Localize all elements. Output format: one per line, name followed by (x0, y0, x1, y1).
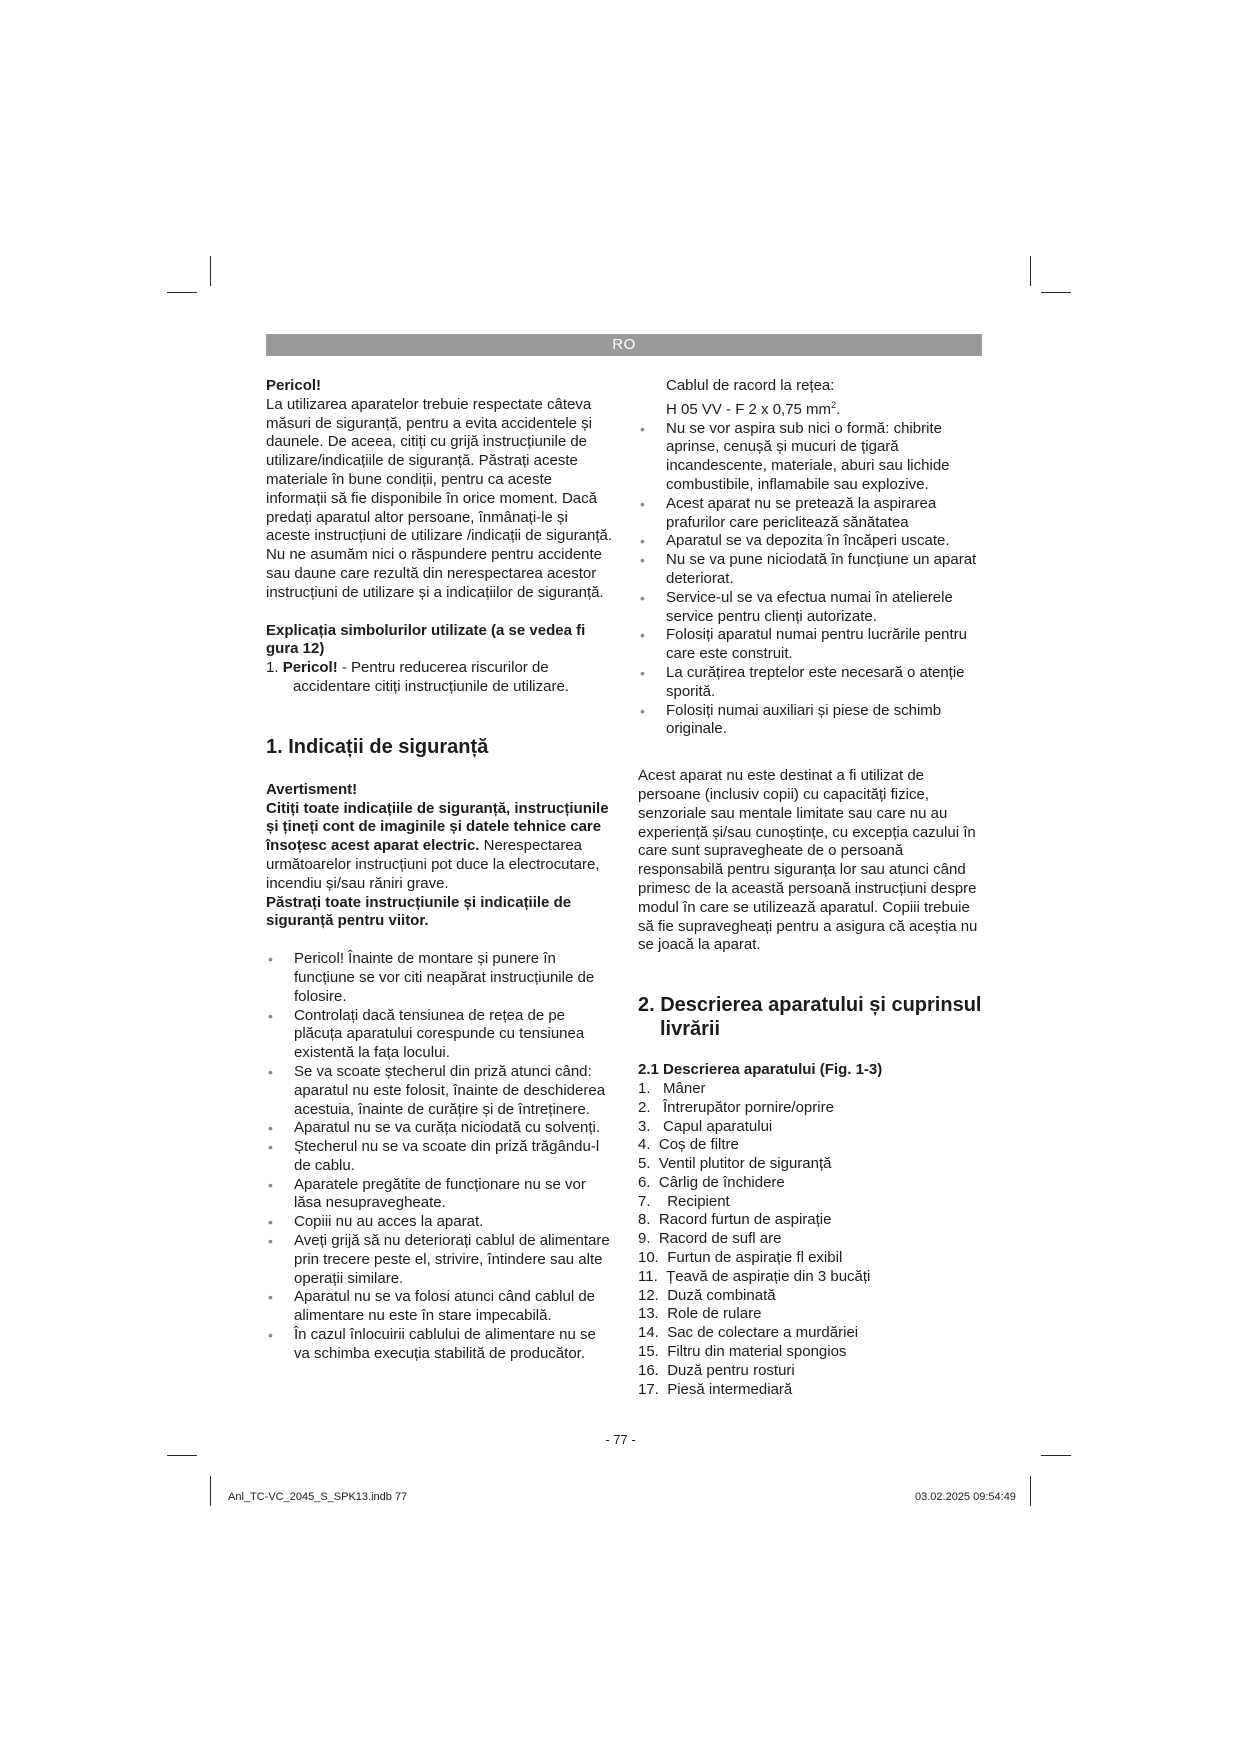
section-1-title: 1. Indicații de siguranță (266, 735, 489, 758)
list-item (638, 1174, 986, 1193)
part-number: 7. (638, 1192, 668, 1210)
part-name: Țeavă de aspirație din 3 bucăți (666, 1267, 871, 1285)
list-item (638, 1343, 986, 1362)
crop-mark (167, 292, 197, 293)
part-name: Racord de sufl are (658, 1230, 782, 1248)
footer-file-name: Anl_TC-VC_2045_S_SPK13.indb 77 (228, 1491, 408, 1503)
symbol-label: Pericol! (282, 659, 338, 677)
list-item: • Aparatul se va depozita în încăperi uscate. (638, 532, 986, 551)
list-item (638, 1230, 986, 1249)
cable-value (666, 396, 986, 420)
list-item: • Aparatul nu se va folosi atunci când cablul de alimentare nu este în stare impecabilă. (266, 1288, 614, 1326)
list-item: • Pericol! Înainte de montare și punere în funcțiune se vor citi neapărat instrucțiunile de folosire. (266, 950, 614, 1006)
list-item (638, 1324, 986, 1343)
part-name: Mâner (663, 1079, 706, 1097)
cable-type: H 05 VV - F 2 x 0,75 mm (666, 400, 832, 418)
danger-text: La utilizarea aparatelor trebuie respectate câteva măsuri de siguranță, pentru a evita accidentele și daunele. De aceea, citiți cu grijă instrucțiunile de utilizare/indicațiile de siguranță. Păstrați aceste materiale în bune condiții, pentru ca aceste informații să fie disponibile în orice moment. Dacă predați aparatul altor persoane, înmânați-le și aceste instrucțiuni de utilizare /indicații de siguranță. Nu ne asumăm nici o răspundere pentru accidente sau daune care rezultă din nerespectarea acestor instrucțiuni de utilizare și a indicațiilor de siguranță. (266, 395, 613, 601)
part-name: Întrerupător pornire/oprire (663, 1098, 834, 1116)
part-number: 1. (638, 1079, 664, 1097)
safety-bullet-list (266, 950, 614, 1364)
list-item: • Aparatele pregătite de funcționare nu se vor lăsa nesupravegheate. (266, 1176, 614, 1214)
warning-title: Avertisment! (266, 780, 358, 798)
list-item: • Aveți grijă să nu deteriorați cablul de alimentare prin trecere peste el, strivire, întindere sau alte operații similare. (266, 1232, 614, 1288)
warning-keep: Păstrați toate instrucțiunile și indicațiile de siguranță pentru viitor. (266, 893, 572, 930)
part-name: Role de rulare (667, 1305, 762, 1323)
subsection-2-1-title: 2.1 Descrierea aparatului (Fig. 1-3) (638, 1061, 883, 1079)
list-item (638, 1362, 986, 1381)
part-name: Duză pentru rosturi (667, 1361, 795, 1379)
list-item: • Nu se va pune niciodată în funcțiune un aparat deteriorat. (638, 551, 986, 589)
cable-spec (638, 377, 986, 420)
part-number: 12. (638, 1286, 668, 1304)
symbol-number: 1. (266, 659, 279, 677)
left-column (266, 377, 614, 1364)
list-item: • Ștecherul nu se va scoate din priză trăgându-l de cablu. (266, 1138, 614, 1176)
warning-bold-text: Citiți toate indicațiile de siguranță, instrucțiunile și țineți cont de imaginile și datele tehnice care însoțesc acest aparat electric. (266, 799, 609, 855)
symbol-text: - Pentru reducerea riscurilor de accidentare citiți instrucțiunile de utilizare. (293, 659, 569, 695)
list-item: • În cazul înlocuirii cablului de alimentare nu se va schimba execuția stabilită de producător. (266, 1326, 614, 1364)
list-item (638, 1080, 986, 1099)
list-item: • Controlați dacă tensiunea de rețea de pe plăcuța aparatului corespunde cu tensiunea existentă la fața locului. (266, 1007, 614, 1063)
crop-mark (1041, 1455, 1071, 1456)
list-item: • Copiii nu au acces la aparat. (266, 1213, 614, 1232)
footer-timestamp: 03.02.2025 09:54:49 (915, 1491, 1016, 1503)
list-item: • Folosiți numai auxiliari și piese de schimb originale. (638, 702, 986, 740)
list-item: • Service-ul se va efectua numai în atelierele service pentru clienți autorizate. (638, 589, 986, 627)
list-item (638, 1118, 986, 1137)
part-name: Piesă intermediară (667, 1380, 793, 1398)
safety-bullet-list-continued (638, 420, 986, 740)
section-2-title: 2. Descrierea aparatului și cuprinsul livrării (638, 994, 982, 1041)
crop-mark (1030, 256, 1031, 286)
part-name: Duză combinată (667, 1286, 776, 1304)
part-number: 6. (638, 1173, 659, 1191)
list-item (638, 1305, 986, 1324)
list-item (638, 1211, 986, 1230)
cable-label: Cablul de racord la rețea: (666, 377, 835, 394)
warning-text (266, 800, 614, 894)
part-name: Ventil plutitor de siguranță (658, 1155, 832, 1173)
part-number: 14. (638, 1324, 668, 1342)
crop-mark (210, 256, 211, 286)
part-name: Filtru din material spongios (667, 1343, 847, 1361)
part-number: 17. (638, 1380, 668, 1398)
part-number: 5. (638, 1155, 659, 1173)
list-item: • Se va scoate ștecherul din priză atunci când: aparatul nu este folosit, înainte de deschiderea acestuia, înainte de curățire și de întreținere. (266, 1063, 614, 1119)
children-warning-text: Acest aparat nu este destinat a fi utilizat de persoane (inclusiv copii) cu capacități fizice, senzoriale sau mentale limitate sau care nu au experiență și/sau cunoștințe, cu excepția cazului în care sunt supravegheate de o persoană responsabilă pentru siguranța lor sau atunci când primesc de la această persoană instrucțiuni despre modul în care se utilizează aparatul. Copiii trebuie să fie supravegheați pentru a asigura că aceștia nu se joacă la aparat. (638, 767, 978, 954)
list-item (638, 1249, 986, 1268)
crop-mark (1041, 292, 1071, 293)
part-name: Cârlig de închidere (658, 1173, 785, 1191)
language-header-bar: RO (266, 334, 982, 356)
danger-title: Pericol! (266, 377, 322, 394)
crop-mark (167, 1455, 197, 1456)
list-item (638, 1287, 986, 1306)
part-number: 11. (638, 1267, 667, 1285)
list-item: • Acest aparat nu se pretează la aspirarea prafurilor care periclitează sănătatea (638, 495, 986, 533)
page-number: - 77 - (605, 1432, 636, 1447)
cable-end: . (836, 400, 841, 418)
list-item (638, 1193, 986, 1212)
list-item (638, 1155, 986, 1174)
part-number: 4. (638, 1136, 659, 1154)
part-number: 13. (638, 1305, 668, 1323)
parts-list (638, 1080, 986, 1400)
part-name: Coș de filtre (658, 1136, 739, 1154)
part-name: Racord furtun de aspirație (658, 1211, 832, 1229)
part-number: 16. (638, 1361, 668, 1379)
crop-mark (210, 1476, 211, 1506)
part-name: Capul aparatului (663, 1117, 773, 1135)
part-number: 2. (638, 1098, 664, 1116)
list-item: • Nu se vor aspira sub nici o formă: chibrite aprinse, cenușă și mucuri de țigară incandescente, materiale, aburi sau lichide combustibile, inflamabile sau explozive. (638, 420, 986, 495)
list-item (638, 1381, 986, 1400)
right-column (638, 377, 986, 1399)
part-name: Furtun de aspirație fl exibil (667, 1249, 843, 1267)
part-number: 8. (638, 1211, 659, 1229)
list-item (638, 1268, 986, 1287)
cable-unit-sup: 2 (831, 399, 837, 410)
part-number: 15. (638, 1343, 668, 1361)
list-item (638, 1099, 986, 1118)
part-number: 9. (638, 1230, 659, 1248)
part-name: Sac de colectare a murdăriei (667, 1324, 859, 1342)
warning-normal-text: Nerespectarea următoarelor instrucțiuni pot duce la electrocutare, incendiu și/sau răniri grave. (266, 837, 600, 892)
symbols-title: Explicația simbolurilor utilizate (a se vedea fi gura 12) (266, 621, 586, 658)
list-item: • Aparatul nu se va curăța niciodată cu solvenți. (266, 1119, 614, 1138)
crop-mark (1030, 1476, 1031, 1506)
list-item: • La curățirea treptelor este necesară o atenție sporită. (638, 664, 986, 702)
part-number: 3. (638, 1117, 664, 1135)
list-item (638, 1136, 986, 1155)
part-name: Recipient (667, 1192, 730, 1210)
part-number: 10. (638, 1249, 668, 1267)
list-item: • Folosiți aparatul numai pentru lucrările pentru care este construit. (638, 626, 986, 664)
symbol-item (266, 659, 614, 697)
